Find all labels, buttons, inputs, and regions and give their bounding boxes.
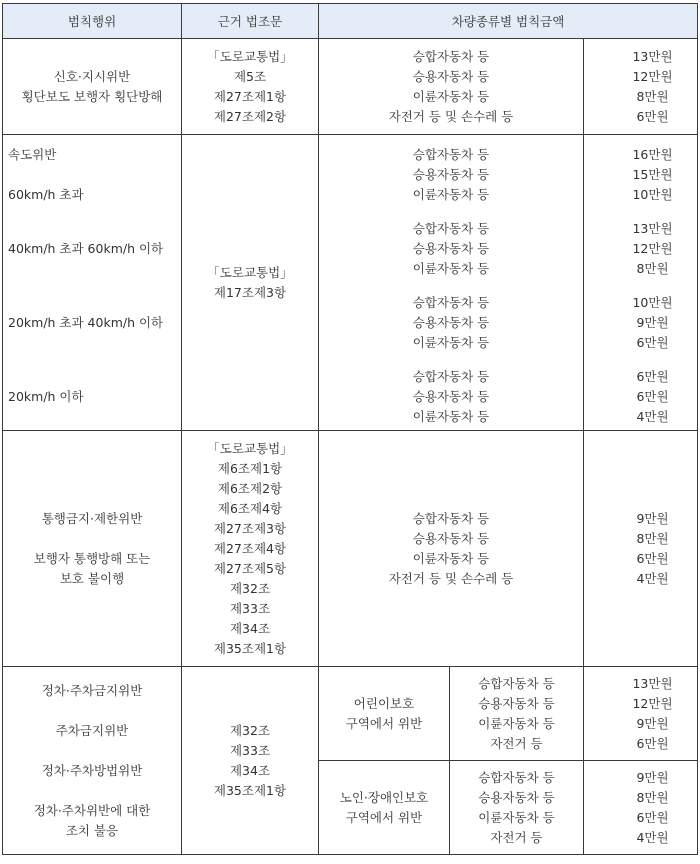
law-text: 제34조: [229, 762, 271, 778]
table-row: [3, 135, 698, 431]
vehicle-text: 승용자동차 등: [412, 241, 490, 256]
vehicle-text: 이륜자동차 등: [478, 809, 555, 825]
amount-text: 13만원: [632, 675, 673, 691]
violation-text: 정차·주차금지위반: [41, 682, 143, 698]
amount-cell: [584, 431, 698, 667]
law-text: 제33조: [229, 742, 271, 758]
law-cell: [182, 39, 319, 135]
violation-text: 정차·주차위반에 대한: [33, 802, 151, 818]
header-vehicle-amount: 차량종류별 범칙금액: [319, 4, 698, 39]
vehicle-text: 승합자동차 등: [412, 147, 490, 162]
header-row: [3, 4, 698, 39]
header-violation: 범칙행위: [3, 4, 182, 39]
law-text: 제6조제2항: [217, 480, 283, 496]
law-text: 제5조: [233, 68, 267, 84]
amount-text: 6만원: [636, 550, 669, 566]
violation-text: 신호·지시위반: [53, 68, 131, 84]
violation-text: 횡단보도 보행자 횡단방해: [21, 88, 163, 104]
amount-text: 12만원: [632, 241, 673, 256]
law-text: 제27조제4항: [213, 540, 287, 556]
violation-cell: [3, 135, 182, 431]
violation-text: 보행자 통행방해 또는: [33, 550, 151, 566]
law-text: 「도로교통법」: [207, 440, 293, 456]
law-text: 제6조제1항: [217, 460, 283, 476]
table-row: [3, 667, 698, 761]
violation-text: 통행금지·제한위반: [41, 510, 143, 526]
amount-text: 12만원: [632, 695, 673, 711]
vehicle-text: 승용자동차 등: [412, 68, 490, 84]
law-text: 「도로교통법」: [207, 264, 293, 280]
law-text: 제35조제1항: [213, 640, 287, 656]
zone-text: 구역에서 위반: [345, 809, 423, 825]
amount-text: 12만원: [632, 68, 673, 84]
amount-text: 4만원: [636, 570, 669, 586]
vehicle-text: 승용자동차 등: [412, 315, 490, 330]
amount-text: 8만원: [636, 88, 669, 104]
law-text: 「도로교통법」: [207, 48, 293, 64]
vehicle-text: 자전거 등 및 손수레 등: [388, 570, 514, 586]
vehicle-text: 승용자동차 등: [412, 167, 490, 182]
amount-text: 6만원: [636, 735, 669, 751]
vehicle-text: 승합자동차 등: [412, 221, 490, 236]
vehicle-text: 이륜자동차 등: [412, 88, 490, 104]
zone-cell: [319, 761, 450, 855]
zone-text: 노인·장애인보호: [339, 789, 429, 805]
vehicle-text: 승합자동차 등: [412, 510, 490, 526]
law-text: 제27조제5항: [213, 560, 287, 576]
vehicle-cell: [319, 431, 584, 667]
vehicle-text: 이륜자동차 등: [412, 409, 490, 424]
violation-cell: [3, 39, 182, 135]
vehicle-text: 승용자동차 등: [412, 530, 490, 546]
amount-cell: [584, 761, 698, 855]
amount-text: 10만원: [632, 295, 673, 310]
violation-title: 속도위반: [8, 147, 57, 162]
vehicle-text: 승용자동차 등: [478, 789, 555, 805]
amount-text: 6만원: [636, 335, 669, 350]
law-text: 제27조제1항: [213, 88, 287, 104]
speed-label: 60km/h 초과: [8, 187, 84, 202]
amount-text: 13만원: [632, 48, 673, 64]
amount-text: 6만원: [636, 108, 669, 124]
law-text: 제17조제3항: [213, 284, 287, 300]
vehicle-text: 승합자동차 등: [478, 769, 555, 785]
vehicle-text: 승합자동차 등: [478, 675, 555, 691]
speed-label: 40km/h 초과 60km/h 이하: [8, 241, 164, 256]
violation-text: 정차·주차방법위반: [41, 762, 143, 778]
law-text: 제34조: [229, 620, 271, 636]
vehicle-cell: [450, 667, 584, 761]
vehicle-text: 승합자동차 등: [412, 295, 490, 310]
law-text: 제35조제1항: [213, 782, 287, 798]
amount-text: 9만원: [636, 715, 669, 731]
amount-cell: [584, 135, 698, 431]
law-cell: [182, 135, 319, 431]
vehicle-text: 자전거 등 및 손수레 등: [388, 108, 514, 124]
amount-text: 6만원: [636, 809, 669, 825]
amount-text: 9만원: [636, 769, 669, 785]
vehicle-cell: [319, 135, 584, 431]
vehicle-text: 승용자동차 등: [412, 389, 490, 404]
vehicle-text: 자전거 등: [490, 829, 543, 845]
law-cell: [182, 667, 319, 855]
amount-text: 4만원: [636, 409, 669, 424]
amount-text: 15만원: [632, 167, 673, 182]
fine-table: [2, 3, 698, 855]
table-row: [3, 431, 698, 667]
vehicle-text: 승용자동차 등: [478, 695, 555, 711]
vehicle-text: 승합자동차 등: [412, 48, 490, 64]
zone-cell: [319, 667, 450, 761]
vehicle-text: 이륜자동차 등: [412, 550, 490, 566]
vehicle-cell: [450, 761, 584, 855]
vehicle-cell: [319, 39, 584, 135]
law-cell: [182, 431, 319, 667]
amount-text: 10만원: [632, 187, 673, 202]
header-law: 근거 법조문: [182, 4, 319, 39]
law-text: 제27조제2항: [213, 108, 287, 124]
speed-label: 20km/h 초과 40km/h 이하: [8, 315, 164, 330]
law-text: 제32조: [229, 580, 271, 596]
amount-text: 16만원: [632, 147, 673, 162]
violation-text: 보호 불이행: [59, 570, 125, 586]
violation-text: 조치 불응: [65, 822, 119, 838]
amount-text: 13만원: [632, 221, 673, 236]
vehicle-text: 이륜자동차 등: [478, 715, 555, 731]
zone-text: 어린이보호: [353, 695, 415, 711]
law-text: 제27조제3항: [213, 520, 287, 536]
violation-cell: [3, 431, 182, 667]
law-text: 제33조: [229, 600, 271, 616]
vehicle-text: 승합자동차 등: [412, 369, 490, 384]
vehicle-text: 이륜자동차 등: [412, 335, 490, 350]
amount-text: 9만원: [636, 510, 669, 526]
amount-cell: [584, 667, 698, 761]
amount-text: 8만원: [636, 261, 669, 276]
amount-cell: [584, 39, 698, 135]
law-text: 제32조: [229, 722, 271, 738]
violation-text: 주차금지위반: [55, 722, 129, 738]
speed-label: 20km/h 이하: [8, 389, 84, 404]
table-row: [3, 39, 698, 135]
amount-text: 6만원: [636, 389, 669, 404]
zone-text: 구역에서 위반: [345, 715, 423, 731]
amount-text: 8만원: [636, 789, 669, 805]
amount-text: 6만원: [636, 369, 669, 384]
vehicle-text: 이륜자동차 등: [412, 261, 490, 276]
amount-text: 9만원: [636, 315, 669, 330]
vehicle-text: 이륜자동차 등: [412, 187, 490, 202]
amount-text: 8만원: [636, 530, 669, 546]
law-text: 제6조제4항: [217, 500, 283, 516]
amount-text: 4만원: [636, 829, 669, 845]
violation-cell: [3, 667, 182, 855]
vehicle-text: 자전거 등: [490, 735, 543, 751]
